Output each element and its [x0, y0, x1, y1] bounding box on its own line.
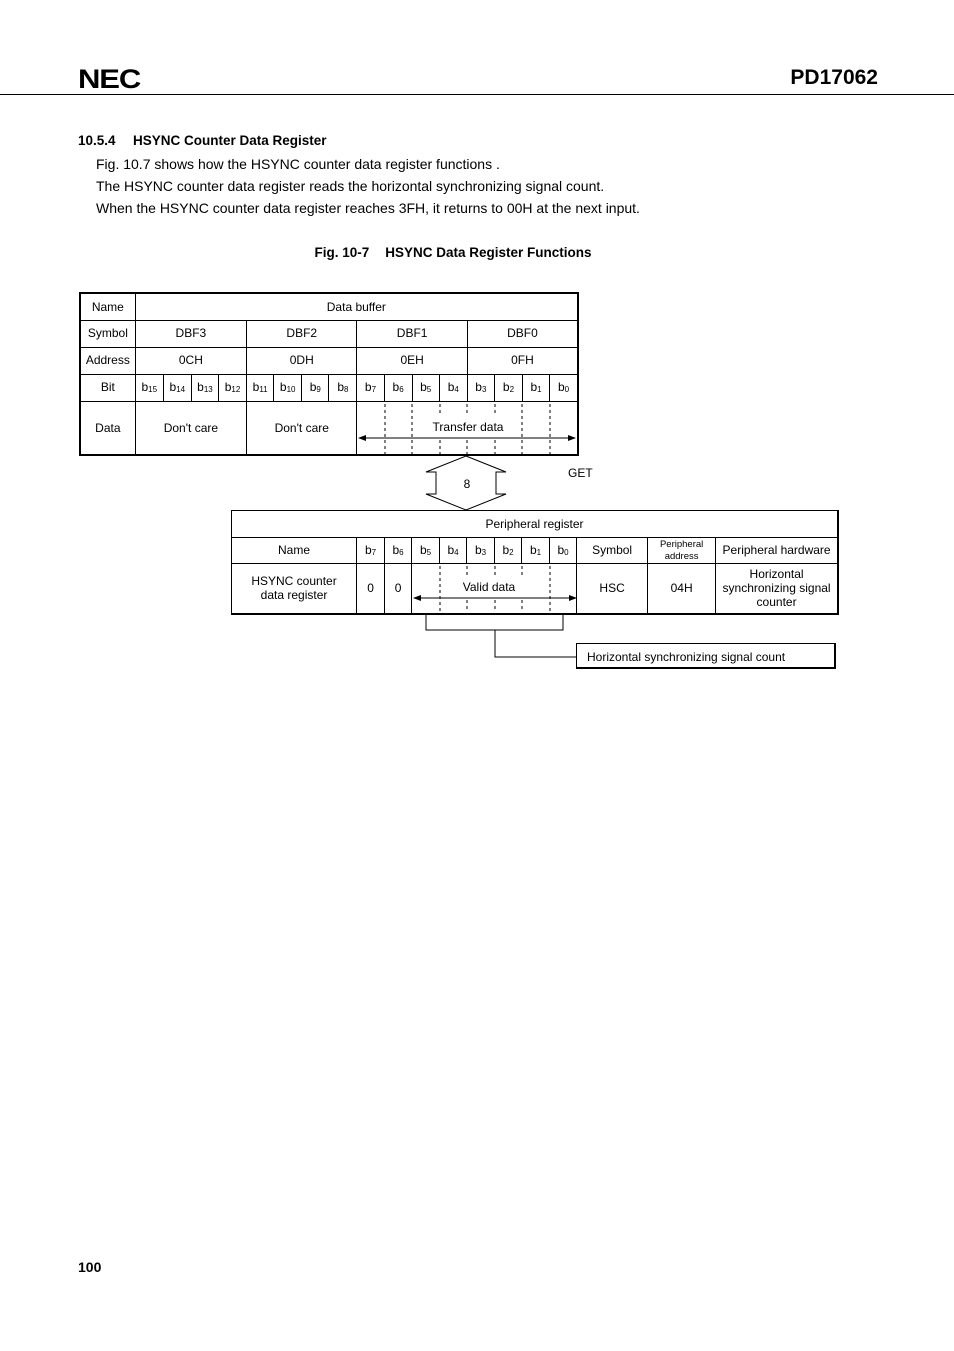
- symbol-dbf1: DBF1: [357, 320, 467, 347]
- buffer-name: Data buffer: [135, 293, 578, 320]
- transfer-data-label: Transfer data: [432, 420, 504, 434]
- address-0eh: 0EH: [357, 347, 467, 374]
- page-number: 100: [78, 1259, 102, 1275]
- col-peripheral-hardware: Peripheral hardware: [716, 538, 838, 564]
- bit-cell: $b_1$: [522, 538, 550, 564]
- bit-cell: $b_5$: [412, 538, 440, 564]
- symbol-dbf2: DBF2: [247, 320, 357, 347]
- bit-cell: $b_4$: [440, 538, 467, 564]
- bit-cell: $b_4$: [439, 374, 467, 401]
- hardware-desc: Horizontal synchronizing signal counter: [716, 564, 838, 614]
- count-box: Horizontal synchronizing signal count: [576, 643, 836, 669]
- section-number: 10.5.4: [78, 133, 116, 148]
- col-name: Name: [232, 538, 357, 564]
- bit-cell: $b_6$: [384, 374, 412, 401]
- section-title: HSYNC Counter Data Register: [133, 133, 327, 148]
- bit-cell: $b_0$: [550, 538, 577, 564]
- bit-cell: $b_7$: [357, 538, 385, 564]
- bit-cell: $b_3$: [467, 374, 494, 401]
- bit-cell: $b_0$: [550, 374, 578, 401]
- get-instruction-label: GET: [568, 466, 593, 480]
- bit-cell: $b_{14}$: [163, 374, 191, 401]
- col-peripheral-address: Peripheral address: [648, 538, 716, 564]
- count-connector: [495, 630, 576, 657]
- document-id: PD17062: [790, 66, 878, 89]
- bit-cell: $b_{15}$: [135, 374, 163, 401]
- bit-cell: $b_{10}$: [274, 374, 302, 401]
- bit-cell: $b_2$: [494, 374, 522, 401]
- figure-number: Fig. 10-7: [314, 245, 370, 260]
- row-label-data: Data: [80, 401, 135, 455]
- address-0fh: 0FH: [467, 347, 578, 374]
- bit-cell: $b_9$: [302, 374, 329, 401]
- paragraph-1: Fig. 10.7 shows how the HSYNC counter data register functions .: [96, 156, 500, 172]
- symbol-hsc: HSC: [577, 564, 648, 614]
- address-04h: 04H: [648, 564, 716, 614]
- bit-cell: $b_5$: [412, 374, 439, 401]
- bit-cell: $b_8$: [329, 374, 357, 401]
- paragraph-3: When the HSYNC counter data register reaches 3FH, it returns to 00H at the next input.: [96, 200, 640, 216]
- address-0ch: 0CH: [135, 347, 246, 374]
- transfer-width-label: 8: [463, 477, 471, 491]
- row-label-name: Name: [80, 293, 135, 320]
- nec-logo: NEC: [78, 64, 141, 94]
- symbol-dbf3: DBF3: [135, 320, 246, 347]
- paragraph-2: The HSYNC counter data register reads the horizontal synchronizing signal count.: [96, 178, 605, 194]
- bit-cell: $b_3$: [467, 538, 495, 564]
- bit-cell: $b_1$: [523, 374, 550, 401]
- symbol-dbf0: DBF0: [467, 320, 578, 347]
- bit-cell: $b_{11}$: [247, 374, 274, 401]
- data-dbf3: Don't care: [135, 401, 246, 455]
- figure-title: HSYNC Data Register Functions: [385, 245, 592, 260]
- row-label-bit: Bit: [80, 374, 135, 401]
- bit7-value: 0: [357, 564, 385, 614]
- data-dbf2: Don't care: [247, 401, 357, 455]
- register-name: HSYNC counter data register: [232, 564, 357, 614]
- address-0dh: 0DH: [247, 347, 357, 374]
- bit-cell: $b_7$: [357, 374, 384, 401]
- row-label-symbol: Symbol: [80, 320, 135, 347]
- peripheral-title: Peripheral register: [232, 511, 839, 538]
- valid-data-label: Valid data: [462, 580, 516, 594]
- bit-cell: $b_2$: [495, 538, 522, 564]
- bit-cell: $b_6$: [385, 538, 412, 564]
- col-symbol: Symbol: [577, 538, 648, 564]
- bit-cell: $b_{12}$: [218, 374, 246, 401]
- bit-cell: $b_{13}$: [191, 374, 218, 401]
- row-label-address: Address: [80, 347, 135, 374]
- bit6-value: 0: [385, 564, 412, 614]
- valid-bracket: [426, 614, 563, 630]
